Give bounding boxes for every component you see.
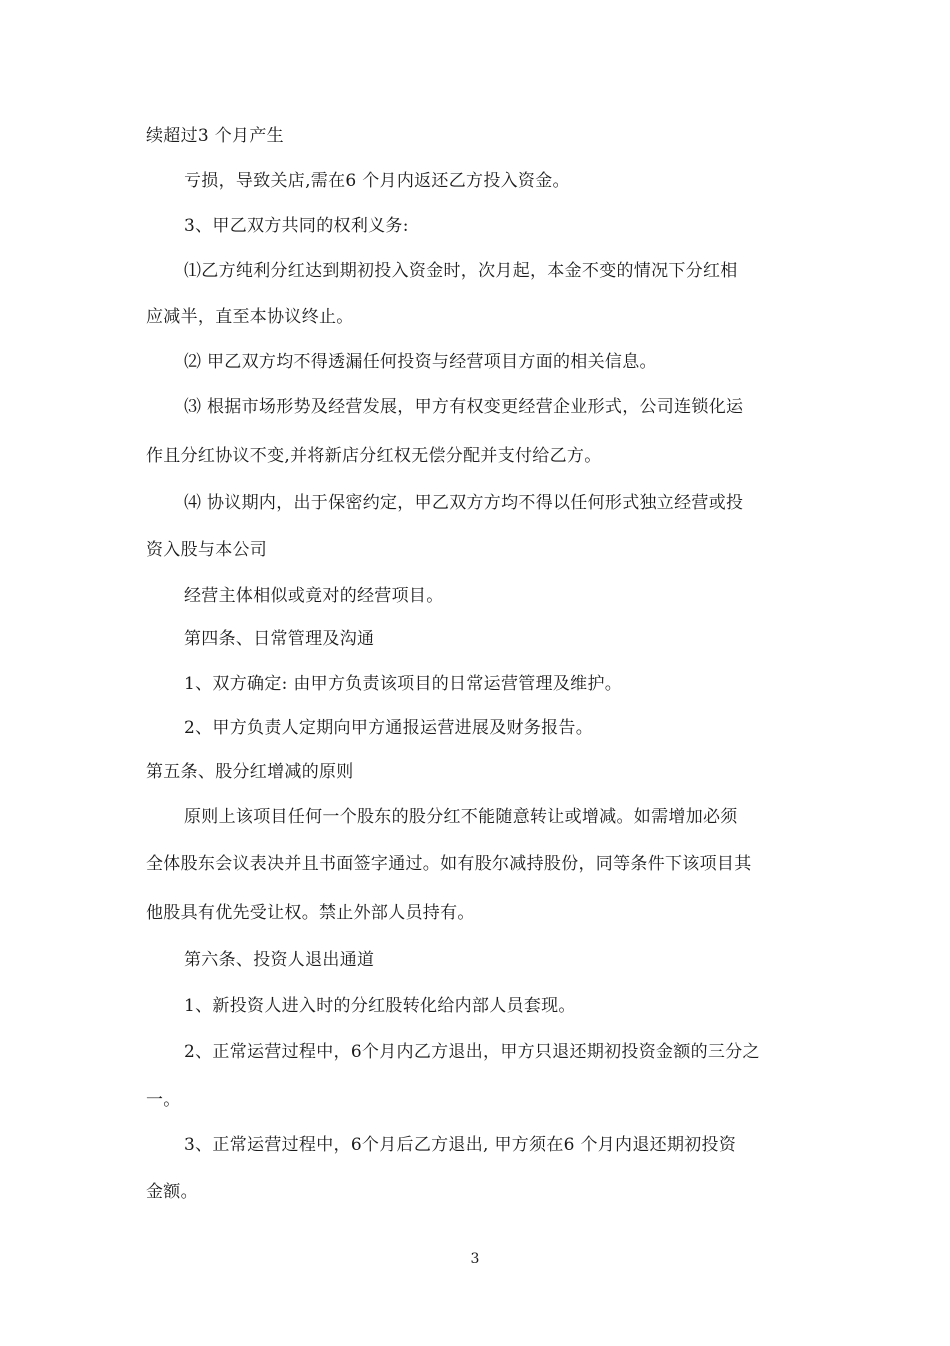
text-line: 应减半，直至本协议终止。 [146,307,354,327]
text-line: 全体股东会议表决并且书面签字通过。如有股尔减持股份，同等条件下该项目其 [146,854,752,874]
text-line: 原则上该项目任何一个股东的股分红不能随意转让或增减。如需增加必须 [184,807,738,827]
text-line: 2、甲方负责人定期向甲方通报运营进展及财务报告。 [184,718,594,738]
text-line: 金额。 [146,1182,198,1202]
section-heading: 第六条、投资人退出通道 [184,950,375,970]
text-line: 续超过3 个月产生 [146,126,284,146]
text-line: 一。 [146,1090,181,1110]
text-line: 他股具有优先受让权。禁止外部人员持有。 [146,903,475,923]
page-number: 3 [470,1251,480,1267]
text-line: ⑴乙方纯利分红达到期初投入资金时，次月起，本金不变的情况下分红相 [184,261,738,281]
section-heading: 第五条、股分红增减的原则 [146,762,354,782]
text-line: 作且分红协议不变,并将新店分红权无偿分配并支付给乙方。 [146,446,602,466]
text-line: 2、正常运营过程中，6个月内乙方退出，甲方只退还期初投资金额的三分之 [184,1042,760,1062]
text-line: ⑷ 协议期内，出于保密约定，甲乙双方方均不得以任何形式独立经营或投 [184,493,744,513]
text-line: ⑶ 根据市场形势及经营发展，甲方有权变更经营企业形式，公司连锁化运 [184,397,744,417]
text-line: 亏损，导致关店,需在6 个月内返还乙方投入资金。 [184,171,570,191]
text-line: 经营主体相似或竟对的经营项目。 [184,586,444,606]
text-line: ⑵ 甲乙双方均不得透漏任何投资与经营项目方面的相关信息。 [184,352,657,372]
section-heading: 第四条、日常管理及沟通 [184,629,375,649]
text-line: 3、甲乙双方共同的权利义务: [184,216,409,236]
text-line: 资入股与本公司 [146,540,268,560]
text-line: 1、新投资人进入时的分红股转化给内部人员套现。 [184,996,576,1016]
text-line: 1、双方确定: 由甲方负责该项目的日常运营管理及维护。 [184,674,623,694]
text-line: 3、正常运营过程中，6个月后乙方退出, 甲方须在6 个月内退还期初投资 [184,1135,737,1155]
